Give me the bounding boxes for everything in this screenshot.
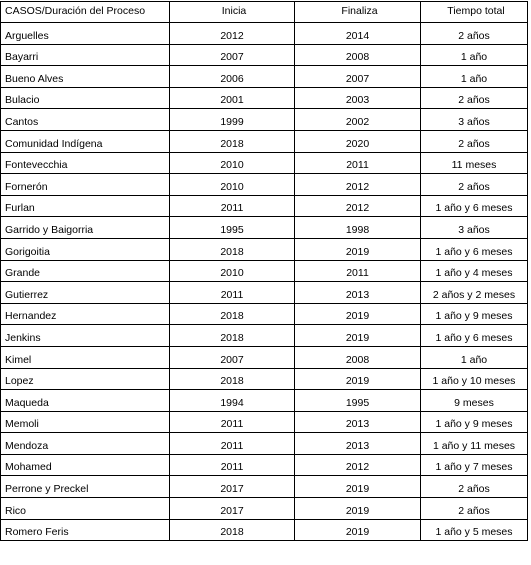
table-row bbox=[1, 433, 528, 455]
cell-total: 1 año y 11 meses bbox=[421, 433, 528, 455]
cell-total: 1 año y 9 meses bbox=[421, 411, 528, 433]
cell-end: 2020 bbox=[295, 130, 421, 152]
cell-total: 9 meses bbox=[421, 390, 528, 412]
cell-total: 2 años bbox=[421, 476, 528, 498]
cell-start: 1999 bbox=[170, 109, 295, 131]
cell-end: 2012 bbox=[295, 195, 421, 217]
cell-case: Perrone y Preckel bbox=[1, 476, 170, 498]
cell-total: 1 año y 6 meses bbox=[421, 195, 528, 217]
table-row bbox=[1, 282, 528, 304]
cell-total: 1 año bbox=[421, 44, 528, 66]
header-end: Finaliza bbox=[295, 2, 421, 23]
header-total: Tiempo total bbox=[421, 2, 528, 23]
cell-total: 2 años bbox=[421, 23, 528, 45]
cell-total: 11 meses bbox=[421, 152, 528, 174]
table-row bbox=[1, 130, 528, 152]
cell-total: 2 años bbox=[421, 498, 528, 520]
table-row bbox=[1, 174, 528, 196]
cell-case: Gorigoitia bbox=[1, 238, 170, 260]
cell-case: Kimel bbox=[1, 346, 170, 368]
cell-start: 2018 bbox=[170, 519, 295, 541]
cell-start: 2007 bbox=[170, 44, 295, 66]
table-row bbox=[1, 23, 528, 45]
cell-total: 1 año y 6 meses bbox=[421, 325, 528, 347]
table-header bbox=[1, 2, 528, 23]
table-row bbox=[1, 411, 528, 433]
table-row bbox=[1, 66, 528, 88]
cell-case: Arguelles bbox=[1, 23, 170, 45]
cell-start: 2018 bbox=[170, 325, 295, 347]
cell-case: Bayarri bbox=[1, 44, 170, 66]
table-row bbox=[1, 109, 528, 131]
table-row bbox=[1, 152, 528, 174]
cell-case: Fornerón bbox=[1, 174, 170, 196]
table-row bbox=[1, 325, 528, 347]
cell-end: 2019 bbox=[295, 238, 421, 260]
cell-case: Furlan bbox=[1, 195, 170, 217]
cell-start: 2018 bbox=[170, 303, 295, 325]
cell-start: 2011 bbox=[170, 411, 295, 433]
cell-start: 2011 bbox=[170, 454, 295, 476]
cell-total: 2 años y 2 meses bbox=[421, 282, 528, 304]
cell-total: 1 año y 5 meses bbox=[421, 519, 528, 541]
cell-end: 2013 bbox=[295, 411, 421, 433]
cell-start: 2012 bbox=[170, 23, 295, 45]
cell-total: 1 año y 10 meses bbox=[421, 368, 528, 390]
table-row bbox=[1, 390, 528, 412]
cell-total: 3 años bbox=[421, 217, 528, 239]
cell-total: 1 año bbox=[421, 66, 528, 88]
table-row bbox=[1, 238, 528, 260]
table-row bbox=[1, 454, 528, 476]
cell-end: 2019 bbox=[295, 519, 421, 541]
cell-case: Hernandez bbox=[1, 303, 170, 325]
case-duration-table bbox=[0, 1, 528, 541]
cell-case: Mendoza bbox=[1, 433, 170, 455]
cell-start: 1995 bbox=[170, 217, 295, 239]
table-row bbox=[1, 476, 528, 498]
cell-total: 2 años bbox=[421, 87, 528, 109]
cell-start: 2017 bbox=[170, 498, 295, 520]
cell-end: 2013 bbox=[295, 433, 421, 455]
cell-end: 1998 bbox=[295, 217, 421, 239]
cell-case: Maqueda bbox=[1, 390, 170, 412]
cell-end: 2011 bbox=[295, 260, 421, 282]
cell-start: 2011 bbox=[170, 282, 295, 304]
cell-case: Bulacio bbox=[1, 87, 170, 109]
cell-end: 2019 bbox=[295, 368, 421, 390]
cell-case: Mohamed bbox=[1, 454, 170, 476]
cell-end: 2019 bbox=[295, 498, 421, 520]
cell-end: 2019 bbox=[295, 325, 421, 347]
cell-case: Garrido y Baigorria bbox=[1, 217, 170, 239]
cell-end: 1995 bbox=[295, 390, 421, 412]
cell-end: 2003 bbox=[295, 87, 421, 109]
cell-case: Memoli bbox=[1, 411, 170, 433]
cell-end: 2019 bbox=[295, 303, 421, 325]
cell-case: Fontevecchia bbox=[1, 152, 170, 174]
cell-end: 2012 bbox=[295, 454, 421, 476]
cell-start: 2010 bbox=[170, 174, 295, 196]
cell-total: 1 año y 4 meses bbox=[421, 260, 528, 282]
table-row bbox=[1, 44, 528, 66]
table-body bbox=[1, 23, 528, 541]
cell-total: 3 años bbox=[421, 109, 528, 131]
table-row bbox=[1, 346, 528, 368]
cell-total: 2 años bbox=[421, 174, 528, 196]
cell-start: 2010 bbox=[170, 152, 295, 174]
cell-end: 2002 bbox=[295, 109, 421, 131]
cell-start: 1994 bbox=[170, 390, 295, 412]
cell-end: 2008 bbox=[295, 346, 421, 368]
cell-start: 2018 bbox=[170, 368, 295, 390]
cell-case: Bueno Alves bbox=[1, 66, 170, 88]
cell-total: 2 años bbox=[421, 130, 528, 152]
cell-case: Cantos bbox=[1, 109, 170, 131]
cell-case: Comunidad Indígena bbox=[1, 130, 170, 152]
cell-end: 2007 bbox=[295, 66, 421, 88]
cell-case: Jenkins bbox=[1, 325, 170, 347]
cell-start: 2017 bbox=[170, 476, 295, 498]
table-row bbox=[1, 195, 528, 217]
table-row bbox=[1, 498, 528, 520]
cell-end: 2014 bbox=[295, 23, 421, 45]
cell-start: 2018 bbox=[170, 238, 295, 260]
cell-end: 2019 bbox=[295, 476, 421, 498]
cell-total: 1 año y 9 meses bbox=[421, 303, 528, 325]
table-row bbox=[1, 87, 528, 109]
cell-case: Lopez bbox=[1, 368, 170, 390]
cell-start: 2018 bbox=[170, 130, 295, 152]
cell-start: 2010 bbox=[170, 260, 295, 282]
header-start: Inicia bbox=[170, 2, 295, 23]
cell-case: Gutierrez bbox=[1, 282, 170, 304]
cell-start: 2011 bbox=[170, 433, 295, 455]
cell-end: 2013 bbox=[295, 282, 421, 304]
table-row bbox=[1, 217, 528, 239]
table-row bbox=[1, 303, 528, 325]
cell-start: 2007 bbox=[170, 346, 295, 368]
cell-end: 2011 bbox=[295, 152, 421, 174]
cell-start: 2006 bbox=[170, 66, 295, 88]
table-row bbox=[1, 368, 528, 390]
cell-total: 1 año y 7 meses bbox=[421, 454, 528, 476]
cell-case: Grande bbox=[1, 260, 170, 282]
header-case: CASOS/Duración del Proceso bbox=[1, 2, 170, 23]
cell-total: 1 año y 6 meses bbox=[421, 238, 528, 260]
cell-start: 2001 bbox=[170, 87, 295, 109]
cell-end: 2008 bbox=[295, 44, 421, 66]
cell-total: 1 año bbox=[421, 346, 528, 368]
cell-start: 2011 bbox=[170, 195, 295, 217]
table-row bbox=[1, 260, 528, 282]
cell-case: Romero Feris bbox=[1, 519, 170, 541]
cell-end: 2012 bbox=[295, 174, 421, 196]
header-row bbox=[1, 2, 528, 23]
table-row bbox=[1, 519, 528, 541]
cell-case: Rico bbox=[1, 498, 170, 520]
